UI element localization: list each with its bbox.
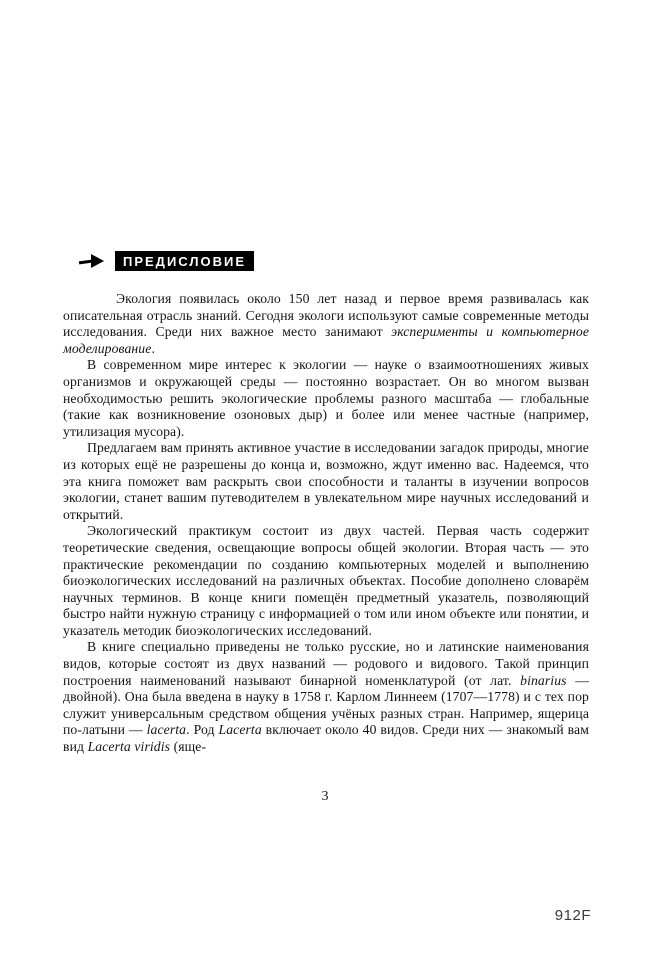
italic-text-run: Lacerta viridis	[87, 739, 171, 755]
text-run: включает около 40 видов. Среди них — знакомый вам вид	[63, 722, 589, 755]
paragraph	[63, 440, 589, 523]
paragraph	[63, 357, 589, 440]
right-arrow-icon	[79, 254, 104, 268]
preface-title: ПРЕДИСЛОВИЕ	[115, 251, 254, 271]
preface-header	[79, 251, 254, 271]
text-run: . Род	[186, 722, 219, 738]
text-run: В современном мире интерес к экологии — науке о взаимоотношениях живых организмов и окружающей среды — постоянно возрастает. Он во многом вызван необходимостью решить экологические проблемы разного масштаба — глобальные (такие как возникновение озоновых дыр) и более или менее частные (например, утилизация мусора).	[63, 357, 589, 439]
body-paragraphs	[63, 291, 589, 756]
paragraph	[63, 291, 589, 357]
paragraph	[63, 639, 589, 755]
italic-text-run: lacerta	[146, 722, 187, 738]
arrow-head	[91, 254, 104, 268]
text-run: (яще-	[170, 739, 207, 755]
text-run: — двойной). Она была введена в науку в 1758 г. Карлом Линнеем (1707—1778) и с тех пор служит универсальным средством общения учёных разных стран. Например, ящерица по-латыни —	[63, 672, 589, 738]
italic-text-run: эксперименты и компьютерное моделирование	[63, 324, 589, 356]
text-run: В книге специально приведены не только русские, но и латинские наименования видов, которые состоят из двух названий — родового и видового. Такой принцип построения наименований называют бинарной номенклатурой (от лат.	[63, 639, 589, 688]
paragraph	[63, 523, 589, 639]
text-run: Предлагаем вам принять активное участие в исследовании загадок природы, многие из которых ещё не разрешены до конца и, возможно, ждут именно вас. Надеемся, что эта книга поможет вам раскрыть свои способности и таланты в изучении вопросов экологии, станет вашим путеводителем в увлекательном мире научных исследований и открытий.	[63, 440, 589, 522]
italic-text-run: binarius	[520, 672, 567, 688]
page-number: 3	[321, 789, 329, 804]
text-run: Экологический практикум состоит из двух частей. Первая часть содержит теоретические сведения, освещающие вопросы общей экологии. Вторая часть — это практические рекомендации по созданию компьютерных моделей и выполнению биоэкологических исследований на различных объектах. Пособие дополнено словарём научных терминов. В конце книги помещён предметный указатель, позволяющий быстро найти нужную страницу с информацией о том или ином объекте или понятии, и указатель методик биоэкологических исследований.	[63, 523, 589, 638]
footer-code: 912F	[554, 907, 591, 924]
text-run: Экология появилась около 150 лет назад и первое время развивалась как описательная отрасль знаний. Сегодня экологи используют самые современные методы исследования. Среди них важное место занимают	[63, 291, 589, 340]
text-run: .	[151, 340, 155, 356]
italic-text-run: Lacerta	[218, 722, 262, 738]
